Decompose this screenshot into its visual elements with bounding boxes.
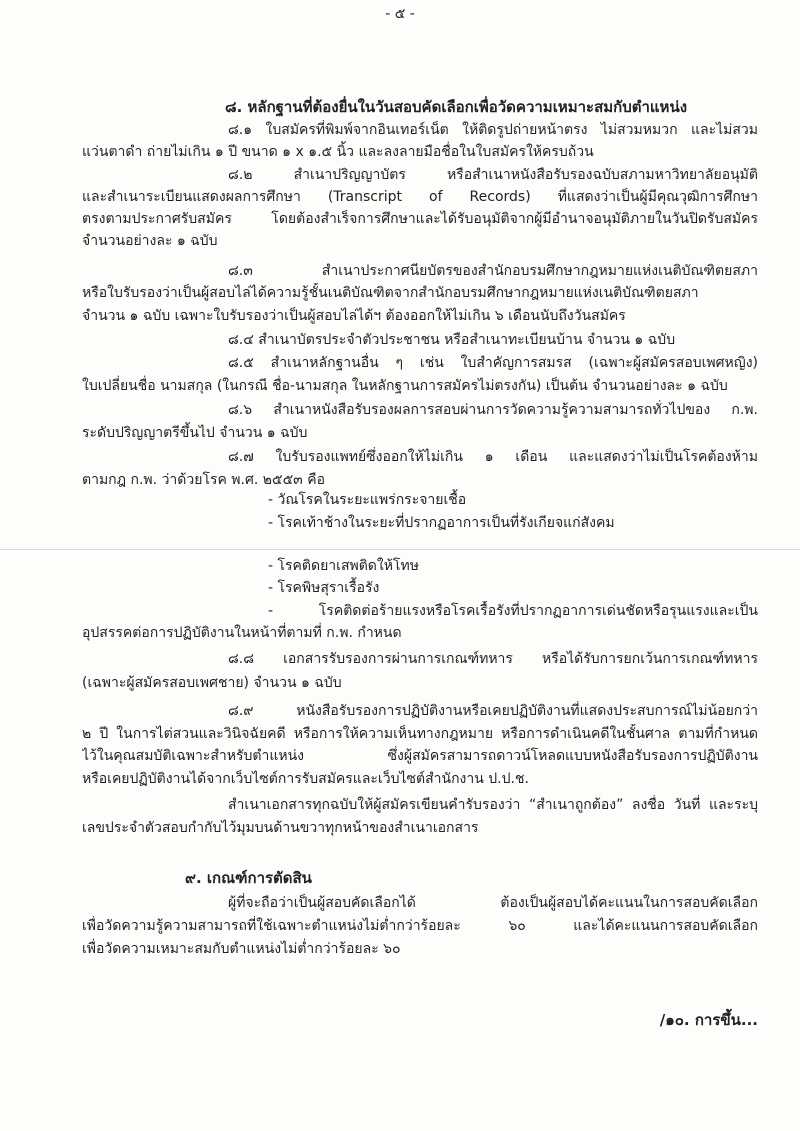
certification-note: สำเนาเอกสารทุกฉบับให้ผู้สมัครเขียนคำรับรองว่า “สำเนาถูกต้อง” ลงชื่อ วันที่ และระบุ <box>228 797 758 813</box>
item-8-5: ๘.๕ สำเนาหลักฐานอื่น ๆ เช่น ใบสำคัญการสมรส (เฉพาะผู้สมัครสอบเพศหญิง) <box>228 355 758 371</box>
text-line: แว่นตาดำ ถ่ายไม่เกิน ๑ ปี ขนาด ๑ x ๑.๕ นิ้ว และลงลายมือชื่อในใบสมัครให้ครบถ้วน <box>82 144 594 160</box>
text-line: เพื่อวัดความเหมาะสมกับตำแหน่งไม่ต่ำกว่าร้อยละ ๖๐ <box>82 941 401 957</box>
item-8-1: ๘.๑ ใบสมัครที่พิมพ์จากอินเทอร์เน็ต ให้ติดรูปถ่ายหน้าตรง ไม่สวมหมวก และไม่สวม <box>228 122 758 138</box>
page-number: - ๕ - <box>385 6 415 22</box>
disease-item: - โรคเท้าช้างในระยะที่ปรากฏอาการเป็นที่รังเกียจแก่สังคม <box>268 515 615 531</box>
text-line: หรือเคยปฏิบัติงานได้จากเว็บไซต์การรับสมัครและเว็บไซต์สำนักงาน ป.ป.ช. <box>82 771 529 787</box>
text-line: จำนวน ๑ ฉบับ เฉพาะใบรับรองว่าเป็นผู้สอบไล่ได้ฯ ต้องออกให้ไม่เกิน ๖ เดือนนับถึงวันสมัคร <box>82 308 626 324</box>
item-8-4: ๘.๔ สำเนาบัตรประจำตัวประชาชน หรือสำเนาทะเบียนบ้าน จำนวน ๑ ฉบับ <box>228 332 676 348</box>
continuation-note: /๑๐. การขึ้น... <box>659 1011 758 1029</box>
text-line: ๒ ปี ในการไต่สวนและวินิจฉัยคดี หรือการให้ความเห็นทางกฎหมาย หรือการดำเนินคดีในชั้นศาล ตามที่กำหนด <box>82 726 758 742</box>
text-line: เลขประจำตัวสอบกำกับไว้มุมบนด้านขวาทุกหน้าของสำเนาเอกสาร <box>82 820 479 836</box>
item-8-8: ๘.๘ เอกสารรับรองการผ่านการเกณฑ์ทหาร หรือได้รับการยกเว้นการเกณฑ์ทหาร <box>228 651 758 667</box>
text-line: อุปสรรคต่อการปฏิบัติงานในหน้าที่ตามที่ ก.พ. กำหนด <box>82 625 402 641</box>
text-line: (เฉพาะผู้สมัครสอบเพศชาย) จำนวน ๑ ฉบับ <box>82 675 342 691</box>
text-line: จำนวนอย่างละ ๑ ฉบับ <box>82 233 218 249</box>
item-8-3: ๘.๓ สำเนาประกาศนียบัตรของสำนักอบรมศึกษากฎหมายแห่งเนติบัณฑิตยสภา <box>228 263 758 279</box>
text-line: ระดับปริญญาตรีขึ้นไป จำนวน ๑ ฉบับ <box>82 425 308 441</box>
section-9-text: ผู้ที่จะถือว่าเป็นผู้สอบคัดเลือกได้ ต้องเป็นผู้สอบได้คะแนนในการสอบคัดเลือก <box>228 895 758 911</box>
section-8-heading: ๘. หลักฐานที่ต้องยื่นในวันสอบคัดเลือกเพื่อวัดความเหมาะสมกับตำแหน่ง <box>225 98 688 116</box>
disease-item: - วัณโรคในระยะแพร่กระจายเชื้อ <box>268 492 467 508</box>
text-line: ตรงตามประกาศรับสมัคร โดยต้องสำเร็จการศึกษาและได้รับอนุมัติจากผู้มีอำนาจอนุมัติภายในวันปิดรับสมัคร <box>82 211 758 227</box>
item-8-9: ๘.๙ หนังสือรับรองการปฏิบัติงานหรือเคยปฏิบัติงานที่แสดงประสบการณ์ไม่น้อยกว่า <box>228 703 758 719</box>
text-line: ใบเปลี่ยนชื่อ นามสกุล (ในกรณี ชื่อ-นามสกุล ในหลักฐานการสมัครไม่ตรงกัน) เป็นต้น จำนวนอย่างละ ๑ ฉบับ <box>82 378 728 394</box>
text-line: หรือใบรับรองว่าเป็นผู้สอบไล่ได้ความรู้ชั้นเนติบัณฑิตจากสำนักอบรมศึกษากฎหมายแห่งเนติบัณฑิตยสภา <box>82 285 699 301</box>
text-line: ไว้ในคุณสมบัติเฉพาะสำหรับตำแหน่ง ซึ่งผู้สมัครสามารถดาวน์โหลดแบบหนังสือรับรองการปฏิบัติงาน <box>82 748 758 764</box>
disease-item: - โรคติดต่อร้ายแรงหรือโรคเรื้อรังที่ปรากฏอาการเด่นชัดหรือรุนแรงและเป็น <box>268 603 758 619</box>
disease-item: - โรคพิษสุราเรื้อรัง <box>268 580 380 596</box>
section-9-heading: ๙. เกณฑ์การตัดสิน <box>185 869 312 887</box>
text-line: และสำเนาระเบียนแสดงผลการศึกษา (Transcript of Records) ที่แสดงว่าเป็นผู้มีคุณวุฒิการศึกษา <box>82 189 758 205</box>
disease-item: - โรคติดยาเสพติดให้โทษ <box>268 558 419 574</box>
item-8-6: ๘.๖ สำเนาหนังสือรับรองผลการสอบผ่านการวัดความรู้ความสามารถทั่วไปของ ก.พ. <box>228 402 758 418</box>
item-8-2: ๘.๒ สำเนาปริญญาบัตร หรือสำเนาหนังสือรับรองฉบับสภามหาวิทยาลัยอนุมัติ <box>228 167 758 183</box>
divider <box>0 549 800 550</box>
text-line: เพื่อวัดความรู้ความสามารถที่ใช้เฉพาะตำแหน่งไม่ต่ำกว่าร้อยละ ๖๐ และได้คะแนนการสอบคัดเลือก <box>82 918 758 934</box>
item-8-7: ๘.๗ ใบรับรองแพทย์ซึ่งออกให้ไม่เกิน ๑ เดือน และแสดงว่าไม่เป็นโรคต้องห้าม <box>228 449 758 465</box>
text-line: ตามกฎ ก.พ. ว่าด้วยโรค พ.ศ. ๒๕๕๓ คือ <box>82 472 325 488</box>
